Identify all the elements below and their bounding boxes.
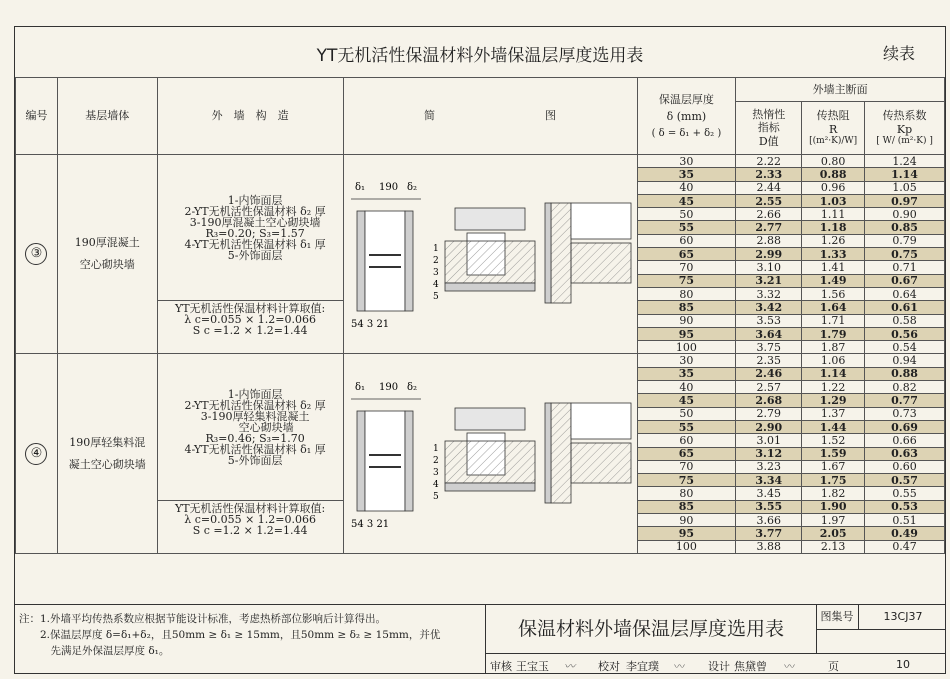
r-value: 0.88: [802, 168, 865, 181]
thickness-value: 90: [637, 514, 736, 527]
d-value: 2.90: [736, 420, 802, 433]
k-value: 0.54: [865, 341, 945, 354]
r-value: 1.64: [802, 301, 865, 314]
d-value: 3.32: [736, 287, 802, 300]
base-wall-line: 190厚混凝土: [74, 236, 140, 250]
col-header-base-wall: 基层墙体: [57, 78, 157, 155]
col-header-construction: 外 墙 构 造: [157, 78, 343, 155]
designer-signature: 〰: [784, 660, 795, 673]
k-value: 0.71: [865, 261, 945, 274]
d-value: 3.21: [736, 274, 802, 287]
k-value: 1.14: [865, 168, 945, 181]
thickness-table: [15, 77, 945, 554]
k-value: 0.51: [865, 514, 945, 527]
construction-line: 4-YT无机活性保温材料 δ₁ 厚: [184, 237, 326, 251]
designer-name: 焦黛曾: [734, 660, 767, 673]
d-value: 3.12: [736, 447, 802, 460]
col-header-d: [736, 102, 802, 155]
col-header-r: [802, 102, 865, 155]
r-value: 1.11: [802, 208, 865, 221]
construction-line: 3-190厚轻集料混凝土: [200, 409, 310, 423]
col-header-diagram: [343, 78, 637, 155]
svg-text:3: 3: [433, 467, 439, 478]
r-value: 1.18: [802, 221, 865, 234]
reviewer-name: 王宝玉: [516, 660, 549, 673]
delta2-label: δ₂: [407, 182, 418, 194]
r-label-3: [(m²·K)/W]: [809, 135, 858, 146]
k-value: 0.73: [865, 407, 945, 420]
k-value: 0.77: [865, 394, 945, 407]
d-value: 3.10: [736, 261, 802, 274]
col-header-k: [865, 102, 945, 155]
d-value: 2.77: [736, 221, 802, 234]
r-value: 1.29: [802, 394, 865, 407]
r-value: 1.44: [802, 420, 865, 433]
d-value: 3.64: [736, 327, 802, 340]
k-value: 0.61: [865, 301, 945, 314]
atlas-number: 13CJ37: [883, 610, 923, 623]
r-value: 1.22: [802, 381, 865, 394]
r-value: 1.90: [802, 500, 865, 513]
d-value: 2.57: [736, 381, 802, 394]
d-value: 2.79: [736, 407, 802, 420]
d-value: 3.01: [736, 434, 802, 447]
thickness-value: 40: [637, 381, 736, 394]
k-value: 0.79: [865, 234, 945, 247]
thickness-value: 70: [637, 261, 736, 274]
construction-cell: [157, 155, 343, 301]
svg-text:4: 4: [433, 479, 439, 490]
thickness-value: 50: [637, 407, 736, 420]
r-label-2: R: [829, 122, 838, 136]
thickness-value: 75: [637, 274, 736, 287]
title-block: [485, 605, 946, 674]
d-value: 2.35: [736, 354, 802, 367]
wall-section-tjoint: [433, 208, 535, 302]
diagram-cell: [343, 155, 637, 354]
calc-line: S c =1.2 × 1.2=1.44: [192, 523, 308, 537]
page-label: 页: [828, 660, 839, 673]
construction-line: 3-190厚混凝土空心砌块墙: [189, 215, 321, 229]
r-value: 2.13: [802, 540, 865, 553]
r-value: 1.26: [802, 234, 865, 247]
k-label-3: [ W/ (m²·K) ]: [876, 135, 933, 146]
thickness-value: 100: [637, 341, 736, 354]
check-label: 校对: [598, 660, 620, 673]
d-value: 2.99: [736, 248, 802, 261]
thickness-value: 55: [637, 221, 736, 234]
thickness-value: 100: [637, 540, 736, 553]
d-value: 2.44: [736, 181, 802, 194]
thickness-value: 90: [637, 314, 736, 327]
page-title: YT无机活性保温材料外墙保温层厚度选用表: [316, 46, 644, 66]
k-value: 0.67: [865, 274, 945, 287]
r-value: 0.80: [802, 155, 865, 168]
thickness-value: 60: [637, 234, 736, 247]
r-value: 1.03: [802, 194, 865, 207]
col-header-main-section: 外墙主断面: [736, 78, 945, 102]
thickness-value: 50: [637, 208, 736, 221]
thickness-value: 65: [637, 447, 736, 460]
wall-section-corner: [545, 203, 631, 303]
svg-text:5: 5: [433, 292, 439, 303]
k-value: 0.53: [865, 500, 945, 513]
thickness-value: 95: [637, 527, 736, 540]
section-number: [16, 155, 58, 354]
construction-line: 1-内饰面层: [227, 387, 283, 401]
delta1-label: δ₁: [355, 381, 366, 393]
d-value: 3.23: [736, 460, 802, 473]
sheet-footer: [15, 604, 945, 674]
dim-190-label: 190: [379, 381, 399, 393]
construction-line: 5-外饰面层: [227, 453, 283, 467]
d-value: 3.53: [736, 314, 802, 327]
r-value: 1.75: [802, 474, 865, 487]
r-value: 1.37: [802, 407, 865, 420]
wall-section-tjoint: [433, 408, 535, 502]
r-label-1: 传热阻: [816, 109, 850, 123]
thickness-value: 60: [637, 434, 736, 447]
r-value: 1.49: [802, 274, 865, 287]
thickness-value: 70: [637, 460, 736, 473]
d-value: 2.46: [736, 367, 802, 380]
delta2-label: δ₂: [407, 381, 418, 393]
atlas-label: 图集号: [816, 605, 859, 629]
r-value: 1.52: [802, 434, 865, 447]
k-value: 0.57: [865, 474, 945, 487]
k-value: 1.05: [865, 181, 945, 194]
diagram-cell: [343, 354, 637, 553]
k-value: 0.47: [865, 540, 945, 553]
r-value: 1.56: [802, 287, 865, 300]
base-wall-line: 190厚轻集料混: [69, 435, 146, 449]
col-header-thickness: [637, 78, 736, 155]
design-label: 设计: [708, 660, 730, 673]
construction-line: 空心砌块墙: [216, 420, 294, 434]
note-line: 注：1.外墙平均传热系数应根据节能设计标准，考虑热桥部位影响后计算得出。: [19, 613, 387, 625]
base-wall-line: 空心砌块墙: [79, 258, 135, 272]
thickness-value: 45: [637, 194, 736, 207]
svg-text:5: 5: [433, 491, 439, 502]
col-header-diagram-left: 简: [424, 109, 436, 123]
wall-section-plan: [351, 382, 421, 530]
calc-line: YT无机活性保温材料计算取值:: [174, 302, 326, 316]
r-value: 1.33: [802, 248, 865, 261]
k-value: 0.69: [865, 420, 945, 433]
d-value: 3.42: [736, 301, 802, 314]
thickness-value: 95: [637, 327, 736, 340]
construction-line: 4-YT无机活性保温材料 δ₁ 厚: [184, 442, 326, 456]
drawing-sheet: [14, 26, 946, 674]
continued-label: 续表: [882, 44, 915, 63]
base-wall-cell: [57, 354, 157, 553]
section-number: [16, 354, 58, 553]
thickness-value: 85: [637, 301, 736, 314]
thickness-value: 45: [637, 394, 736, 407]
k-value: 0.94: [865, 354, 945, 367]
r-value: 1.87: [802, 341, 865, 354]
notes: [19, 611, 485, 659]
table-row: [16, 354, 945, 367]
construction-line: 5-外饰面层: [227, 248, 283, 262]
svg-text:1: 1: [433, 244, 439, 255]
calc-line: λ c=0.055 × 1.2=0.066: [184, 313, 316, 327]
note-line: 2.保温层厚度 δ=δ₁+δ₂，且50mm ≥ δ₁ ≥ 15mm，且50mm ≥ δ₂ ≥ 15mm，并优: [19, 629, 441, 641]
r-value: 1.82: [802, 487, 865, 500]
d-value: 3.45: [736, 487, 802, 500]
title-block-title: 保温材料外墙保温层厚度选用表: [486, 605, 817, 653]
thickness-value: 80: [637, 487, 736, 500]
construction-line: 2-YT无机活性保温材料 δ₂ 厚: [184, 398, 326, 412]
k-value: 0.58: [865, 314, 945, 327]
svg-text:1: 1: [433, 443, 439, 454]
d-value: 3.55: [736, 500, 802, 513]
d-value: 3.88: [736, 540, 802, 553]
calc-line: λ c=0.055 × 1.2=0.066: [184, 512, 316, 526]
wall-section-plan: [351, 182, 421, 330]
k-value: 0.55: [865, 487, 945, 500]
r-value: 0.96: [802, 181, 865, 194]
d-label-3: D值: [758, 134, 779, 148]
construction-line: 2-YT无机活性保温材料 δ₂ 厚: [184, 204, 326, 218]
k-value: 0.49: [865, 527, 945, 540]
wall-section-corner: [545, 403, 631, 503]
construction-cell: [157, 354, 343, 500]
section-number-badge: ③: [25, 243, 47, 265]
title-block-blank: [816, 629, 946, 654]
thickness-value: 80: [637, 287, 736, 300]
thickness-value: 55: [637, 420, 736, 433]
k-value: 0.97: [865, 194, 945, 207]
calc-line: YT无机活性保温材料计算取值:: [174, 501, 326, 515]
k-value: 0.63: [865, 447, 945, 460]
construction-line: R₃=0.20; S₃=1.57: [205, 226, 305, 240]
checker-signature: 〰: [674, 660, 685, 673]
signature-row: [486, 653, 946, 674]
svg-text:3: 3: [433, 268, 439, 279]
k-value: 0.64: [865, 287, 945, 300]
note-line: 先满足外保温层厚度 δ₁。: [19, 645, 170, 657]
k-value: 0.82: [865, 381, 945, 394]
k-label-1: 传热系数: [882, 109, 927, 123]
svg-text:2: 2: [433, 455, 439, 466]
thickness-value: 85: [637, 500, 736, 513]
calc-cell: [157, 301, 343, 354]
d-label-1: 热惰性: [752, 108, 786, 122]
svg-text:2: 2: [433, 256, 439, 267]
r-value: 1.06: [802, 354, 865, 367]
k-value: 0.88: [865, 367, 945, 380]
d-value: 2.68: [736, 394, 802, 407]
d-value: 2.55: [736, 194, 802, 207]
base-wall-line: 凝土空心砌块墙: [68, 457, 146, 471]
thickness-value: 75: [637, 474, 736, 487]
calc-line: S c =1.2 × 1.2=1.44: [192, 324, 308, 338]
col-header-diagram-right: 图: [545, 109, 557, 123]
r-value: 1.59: [802, 447, 865, 460]
dim-190-label: 190: [379, 182, 399, 194]
d-value: 2.88: [736, 234, 802, 247]
reviewer-signature: 〰: [564, 660, 575, 673]
calc-cell: [157, 500, 343, 553]
thickness-formula: ( δ = δ₁ + δ₂ ): [651, 127, 722, 139]
r-value: 1.71: [802, 314, 865, 327]
k-value: 0.75: [865, 248, 945, 261]
col-header-no: 编号: [16, 78, 58, 155]
k-value: 0.60: [865, 460, 945, 473]
k-value: 0.90: [865, 208, 945, 221]
r-value: 1.97: [802, 514, 865, 527]
k-label-2: Kp: [896, 122, 913, 136]
review-label: 审核: [490, 660, 512, 673]
d-value: 2.66: [736, 208, 802, 221]
layer-numbers: 54 3 21: [351, 319, 390, 331]
layer-numbers: 54 3 21: [351, 518, 390, 530]
svg-text:4: 4: [433, 280, 439, 291]
construction-line: 1-内饰面层: [227, 193, 283, 207]
wall-diagram: [345, 163, 635, 343]
thickness-value: 65: [637, 248, 736, 261]
wall-diagram: [345, 363, 635, 543]
thickness-unit: δ (mm): [666, 109, 707, 123]
k-value: 0.85: [865, 221, 945, 234]
r-value: 1.67: [802, 460, 865, 473]
k-value: 0.66: [865, 434, 945, 447]
d-value: 3.75: [736, 341, 802, 354]
k-value: 1.24: [865, 155, 945, 168]
thickness-value: 40: [637, 181, 736, 194]
thickness-value: 30: [637, 155, 736, 168]
thickness-value: 35: [637, 168, 736, 181]
checker-name: 李宜璞: [626, 660, 659, 673]
r-value: 1.79: [802, 327, 865, 340]
d-value: 3.66: [736, 514, 802, 527]
k-value: 0.56: [865, 327, 945, 340]
d-value: 2.22: [736, 155, 802, 168]
thickness-value: 30: [637, 354, 736, 367]
r-value: 1.14: [802, 367, 865, 380]
sheet-header: [15, 27, 945, 78]
d-label-2: 指标: [757, 121, 780, 135]
d-value: 3.34: [736, 474, 802, 487]
thickness-label: 保温层厚度: [658, 92, 714, 106]
r-value: 1.41: [802, 261, 865, 274]
base-wall-cell: [57, 155, 157, 354]
construction-line: R₃=0.46; S₃=1.70: [205, 431, 305, 445]
section-number-badge: ④: [25, 443, 47, 465]
page-number: 10: [896, 658, 910, 671]
thickness-value: 35: [637, 367, 736, 380]
d-value: 3.77: [736, 527, 802, 540]
r-value: 2.05: [802, 527, 865, 540]
table-row: [16, 155, 945, 168]
d-value: 2.33: [736, 168, 802, 181]
delta1-label: δ₁: [355, 182, 366, 194]
